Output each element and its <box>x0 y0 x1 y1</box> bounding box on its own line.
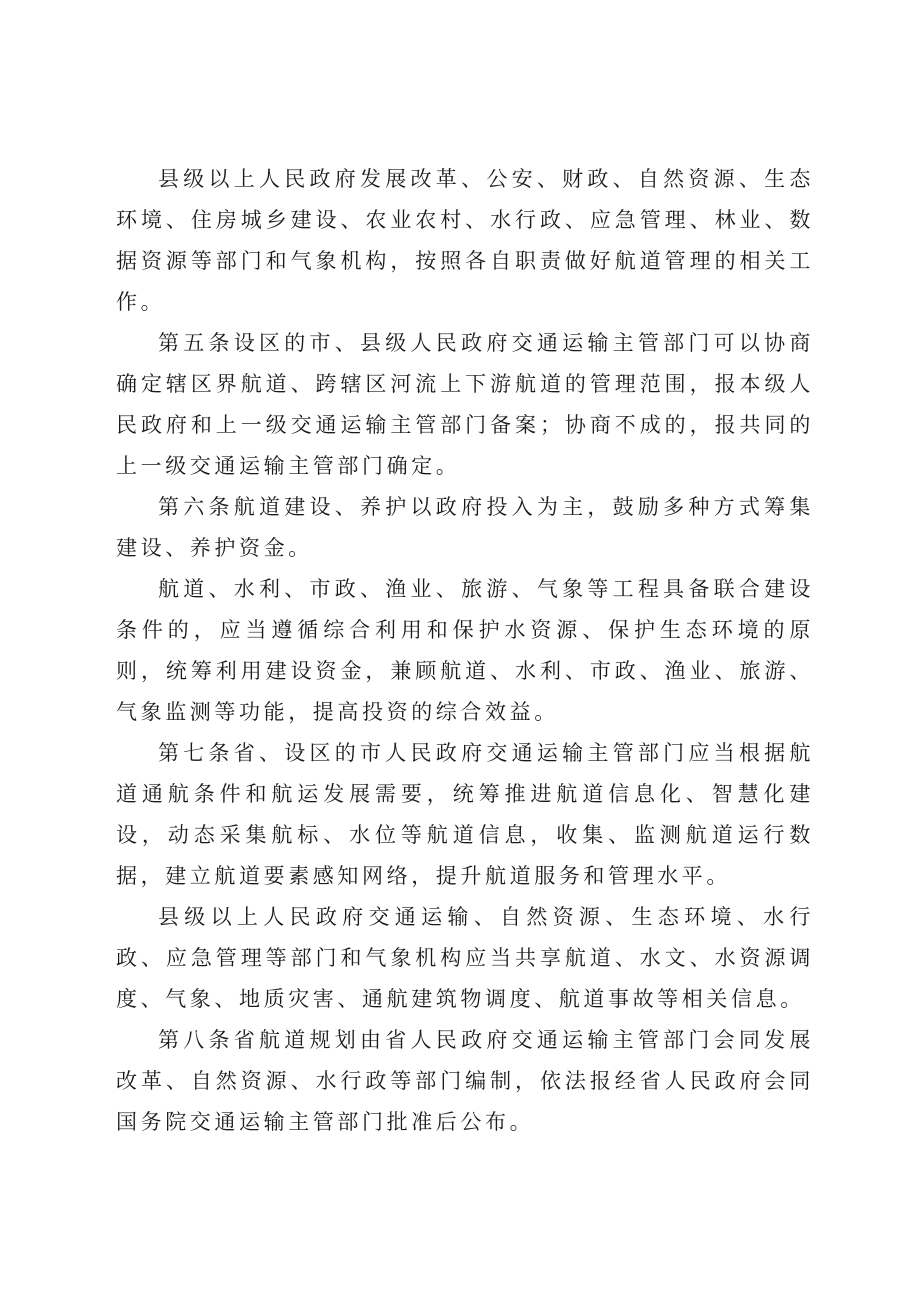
paragraph-5: 第七条省、设区的市人民政府交通运输主管部门应当根据航道通航条件和航运发展需要，统筹推进航道信息化、智慧化建设，动态采集航标、水位等航道信息，收集、监测航道运行数据，建立航道要素感知网络，提升航道服务和管理水平。 <box>116 741 814 888</box>
paragraph-7: 第八条省航道规划由省人民政府交通运输主管部门会同发展改革、自然资源、水行政等部门编制，依法报经省人民政府会同国务院交通运输主管部门批准后公布。 <box>116 1028 814 1134</box>
document-body <box>116 159 814 1143</box>
paragraph-4: 航道、水利、市政、渔业、旅游、气象等工程具备联合建设条件的，应当遵循综合利用和保护水资源、保护生态环境的原则，统筹利用建设资金，兼顾航道、水利、市政、渔业、旅游、气象监测等功能，提高投资的综合效益。 <box>116 577 814 724</box>
paragraph-2: 第五条设区的市、县级人民政府交通运输主管部门可以协商确定辖区界航道、跨辖区河流上下游航道的管理范围，报本级人民政府和上一级交通运输主管部门备案；协商不成的，报共同的上一级交通运输主管部门确定。 <box>116 331 814 478</box>
paragraph-3: 第六条航道建设、养护以政府投入为主，鼓励多种方式筹集建设、养护资金。 <box>116 495 814 560</box>
paragraph-6: 县级以上人民政府交通运输、自然资源、生态环境、水行政、应急管理等部门和气象机构应当共享航道、水文、水资源调度、气象、地质灾害、通航建筑物调度、航道事故等相关信息。 <box>116 905 814 1011</box>
paragraph-1: 县级以上人民政府发展改革、公安、财政、自然资源、生态环境、住房城乡建设、农业农村、水行政、应急管理、林业、数据资源等部门和气象机构，按照各自职责做好航道管理的相关工作。 <box>116 167 814 314</box>
